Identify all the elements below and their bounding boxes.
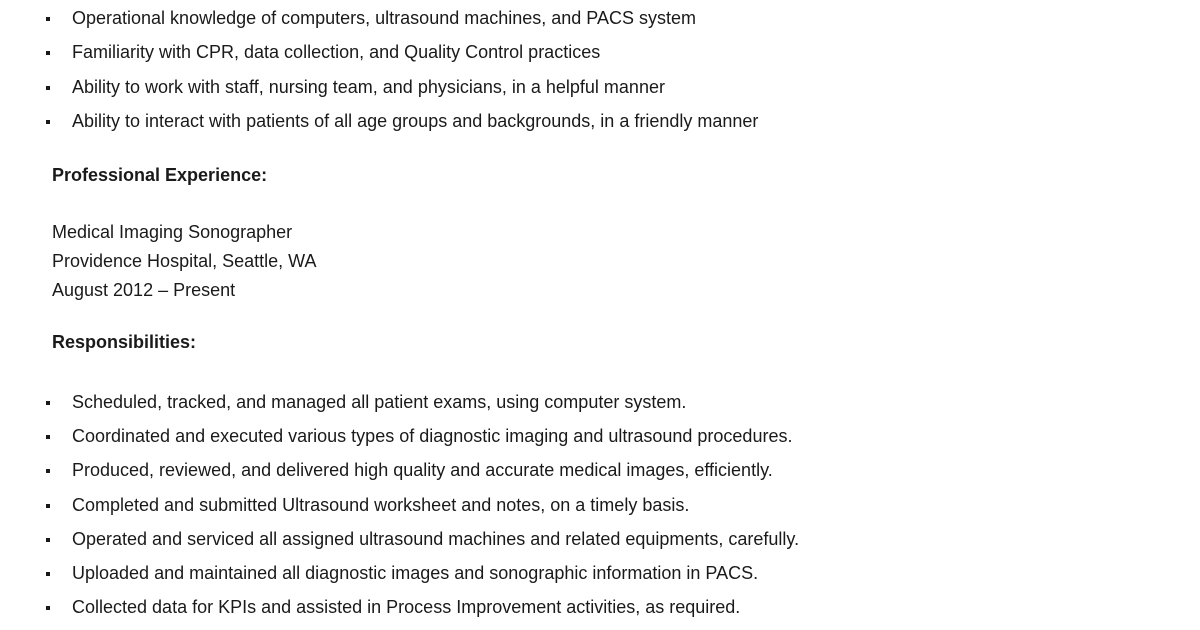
skills-list	[44, 7, 758, 144]
list-item	[44, 391, 799, 425]
job-entry	[52, 218, 316, 305]
list-item	[44, 425, 799, 459]
list-item	[44, 459, 799, 493]
job-title: Medical Imaging Sonographer	[52, 222, 293, 242]
responsibility-text: Uploaded and maintained all diagnostic images and sonographic information in PACS.	[72, 562, 759, 583]
responsibility-text: Collected data for KPIs and assisted in Process Improvement activities, as required.	[72, 597, 741, 618]
responsibility-text: Scheduled, tracked, and managed all patient exams, using computer system.	[72, 392, 687, 412]
bullet-icon	[46, 86, 50, 90]
list-item	[44, 7, 758, 41]
responsibilities-heading: Responsibilities:	[52, 332, 197, 352]
responsibility-text: Completed and submitted Ultrasound worksheet and notes, on a timely basis.	[72, 494, 690, 515]
list-item	[44, 596, 799, 630]
skill-text: Ability to interact with patients of all age groups and backgrounds, in a friendly manner	[72, 110, 759, 131]
skill-text: Ability to work with staff, nursing team, and physicians, in a helpful manner	[72, 76, 665, 97]
bullet-icon	[46, 120, 50, 124]
bullet-icon	[46, 606, 50, 610]
professional-experience-heading: Professional Experience:	[52, 165, 268, 185]
bullet-icon	[46, 469, 50, 473]
list-item	[44, 562, 799, 596]
list-item	[44, 76, 758, 110]
bullet-icon	[46, 17, 50, 21]
list-item	[44, 528, 799, 562]
employment-dates: August 2012 – Present	[52, 280, 236, 300]
bullet-icon	[46, 51, 50, 55]
bullet-icon	[46, 401, 50, 405]
responsibility-text: Coordinated and executed various types of diagnostic imaging and ultrasound procedures.	[72, 426, 793, 447]
skill-text: Operational knowledge of computers, ultrasound machines, and PACS system	[72, 8, 696, 28]
bullet-icon	[46, 572, 50, 576]
bullet-icon	[46, 538, 50, 542]
skill-text: Familiarity with CPR, data collection, and Quality Control practices	[72, 42, 601, 63]
bullet-icon	[46, 435, 50, 439]
responsibility-text: Produced, reviewed, and delivered high quality and accurate medical images, efficiently.	[72, 460, 773, 481]
employer: Providence Hospital, Seattle, WA	[52, 251, 317, 271]
list-item	[44, 110, 758, 144]
list-item	[44, 41, 758, 75]
responsibility-text: Operated and serviced all assigned ultrasound machines and related equipments, carefully.	[72, 528, 800, 549]
responsibilities-list	[44, 391, 799, 630]
list-item	[44, 494, 799, 528]
bullet-icon	[46, 504, 50, 508]
